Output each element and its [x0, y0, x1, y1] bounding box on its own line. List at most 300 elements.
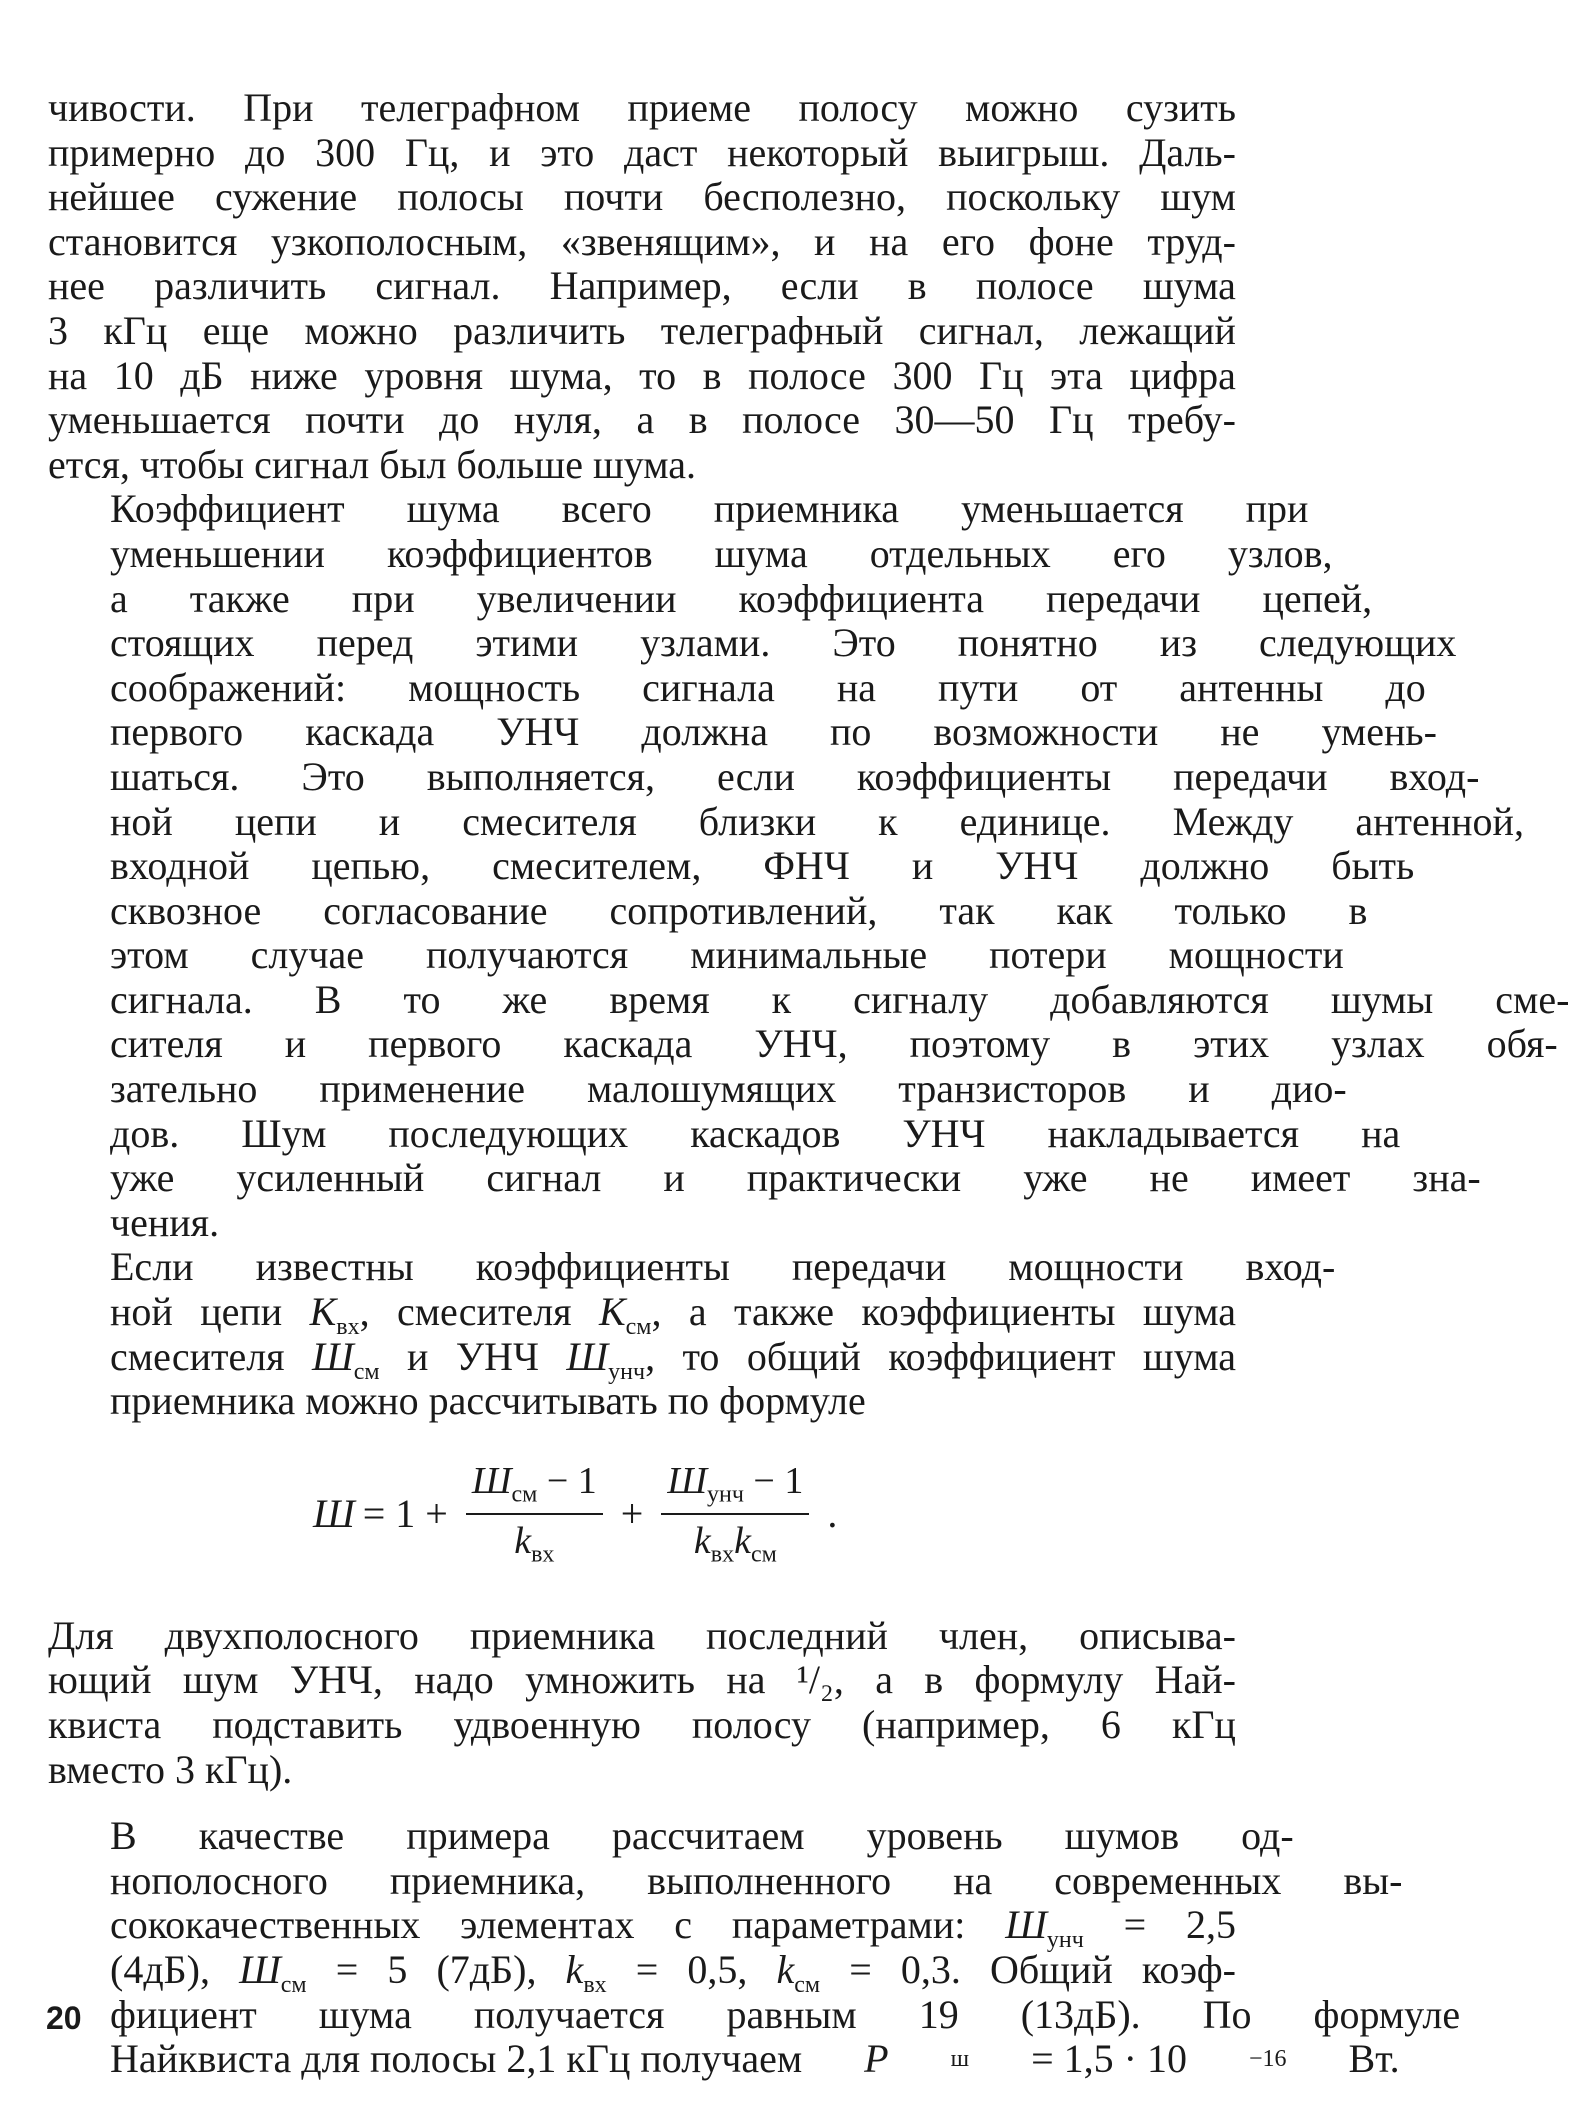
word: телеграфный	[660, 307, 884, 353]
word: так	[939, 887, 995, 933]
word: последующих	[388, 1110, 629, 1156]
word: каскада	[563, 1021, 693, 1067]
text-line	[48, 1902, 1236, 1954]
word: Коэффициент	[110, 486, 345, 532]
word: УНЧ,	[754, 1021, 848, 1067]
word: время	[609, 976, 710, 1022]
word: смесителем,	[492, 843, 702, 889]
word: 3	[48, 307, 68, 353]
text-line	[48, 1021, 1558, 1067]
word: полосе	[742, 397, 860, 443]
text-fragment: , а в формулу Най-	[833, 1657, 1236, 1703]
word: до	[439, 397, 480, 443]
word: Гц	[1049, 397, 1094, 443]
word: коэффициенты	[475, 1244, 730, 1290]
text-line	[48, 620, 1457, 666]
word: и	[284, 1021, 307, 1067]
word: от	[1080, 664, 1118, 710]
word: цепей,	[1262, 575, 1373, 621]
word: Шум	[241, 1110, 327, 1156]
word: при	[351, 575, 415, 621]
word: практически	[746, 1155, 962, 1201]
word: должно	[1140, 843, 1270, 889]
word: приемника	[469, 1612, 656, 1658]
text-line	[48, 1155, 1481, 1201]
word: его	[1112, 530, 1166, 576]
word: применение	[319, 1066, 525, 1112]
word: шума	[406, 486, 500, 532]
text-line	[48, 1289, 1236, 1341]
word: должна	[641, 709, 769, 755]
word: если	[717, 753, 795, 799]
word: еще	[202, 307, 270, 353]
word: Например,	[549, 263, 732, 309]
word: Даль-	[1139, 129, 1236, 175]
word: и	[911, 843, 934, 889]
word: 6	[1100, 1702, 1121, 1747]
word: Гц,	[404, 129, 460, 175]
page-body	[48, 85, 1569, 2082]
text-line	[48, 1991, 1461, 2038]
word: в	[1112, 1021, 1132, 1067]
math-subscript: унч	[1046, 1927, 1084, 1954]
formula-period: .	[827, 1491, 838, 1537]
text-fragment: и УНЧ	[379, 1333, 567, 1379]
word: близки	[698, 798, 817, 844]
math-symbol: k	[734, 1519, 751, 1562]
word: примера	[406, 1813, 550, 1859]
word: как	[1056, 887, 1113, 933]
word: антенной,	[1355, 798, 1524, 844]
word: полосе	[748, 352, 866, 398]
math-subscript: унч	[608, 1358, 646, 1385]
word: можно	[304, 307, 418, 353]
word: мощность	[408, 664, 581, 710]
word: не	[1220, 709, 1260, 755]
math-symbol: k	[565, 1946, 584, 1992]
word: рассчитаем	[611, 1813, 805, 1859]
word: уменьшении	[110, 530, 325, 576]
word: од-	[1241, 1813, 1294, 1859]
word: полосу	[691, 1702, 811, 1747]
text-fragment: ющий шум УНЧ, надо умножить на	[48, 1657, 797, 1703]
word: всего	[561, 486, 652, 532]
word: даст	[624, 129, 698, 175]
text-line	[48, 976, 1569, 1023]
word: труд-	[1147, 218, 1236, 264]
word: полосы	[397, 174, 524, 220]
text-line	[48, 932, 1344, 978]
text-line	[48, 1857, 1403, 1904]
word: сме-	[1495, 976, 1569, 1022]
word: и	[489, 129, 511, 175]
word: уровень	[866, 1813, 1003, 1859]
word: По	[1202, 1991, 1252, 2037]
word: УНЧ	[496, 709, 580, 755]
word: телеграфном	[360, 85, 580, 130]
word: шумы	[1330, 976, 1434, 1022]
math-symbol: Ш	[667, 1460, 707, 1503]
word: мощности	[1008, 1244, 1184, 1290]
word: выполняется,	[426, 753, 656, 799]
word: различить	[453, 307, 626, 353]
paragraph-3	[48, 1244, 1336, 1424]
text-fragment: Найквиста для полосы 2,1 кГц получаем	[110, 2036, 803, 2082]
word: Если	[110, 1244, 194, 1290]
text-line	[48, 709, 1437, 755]
word: бесполезно,	[703, 174, 906, 220]
word: быть	[1331, 843, 1415, 889]
text-fragment: = 1,5 · 10	[1031, 2036, 1187, 2082]
word: и	[663, 1155, 685, 1201]
text-line	[48, 2036, 1400, 2082]
word: шумов	[1064, 1813, 1180, 1859]
word: стоящих	[110, 620, 255, 666]
word: почти	[305, 397, 405, 443]
word: на	[1361, 1110, 1401, 1156]
word: (13дБ).	[1020, 1991, 1141, 2037]
text-line	[48, 398, 1236, 443]
word: формуле	[1313, 1991, 1461, 2037]
word: член,	[938, 1612, 1029, 1658]
word: 300	[315, 129, 376, 175]
math-text: − 1	[537, 1460, 597, 1503]
text-line	[48, 887, 1368, 934]
word: дио-	[1271, 1066, 1347, 1112]
word: становится	[48, 218, 238, 264]
word: цепи	[234, 798, 317, 844]
word: квиста	[48, 1702, 162, 1747]
word: выигрыш.	[938, 129, 1110, 175]
word: удвоенную	[453, 1702, 641, 1747]
word: В	[110, 1813, 137, 1859]
text-line	[48, 1658, 1236, 1703]
text-fragment: ной цепи	[110, 1289, 310, 1335]
math-superscript: −16	[1248, 2046, 1287, 2073]
word: Это	[301, 753, 365, 799]
math-text: − 1	[743, 1460, 804, 1503]
word: уменьшается	[48, 397, 271, 443]
word: чивости.	[48, 85, 196, 130]
text-line	[48, 843, 1415, 889]
word: 19	[918, 1991, 959, 2037]
word: коэффициенты	[856, 753, 1112, 799]
word: то	[639, 352, 677, 398]
text-line	[48, 753, 1480, 800]
word: только	[1174, 887, 1287, 933]
word: в	[1348, 887, 1368, 933]
word: это	[540, 129, 595, 175]
word: описыва-	[1079, 1612, 1236, 1658]
word: зна-	[1412, 1155, 1481, 1201]
word: если	[780, 263, 859, 309]
word: вход-	[1245, 1244, 1336, 1290]
text-line	[48, 1110, 1401, 1157]
word: Для	[48, 1612, 114, 1658]
text-fragment: , то общий коэффициент шума	[645, 1333, 1236, 1379]
word: то	[403, 976, 441, 1022]
word: узлами.	[640, 620, 771, 666]
math-subscript: вх	[531, 1541, 555, 1568]
word: а	[636, 397, 655, 443]
word: получаются	[426, 932, 629, 978]
word: вход-	[1389, 753, 1480, 799]
word: шаться.	[110, 753, 240, 799]
text-line	[48, 264, 1236, 309]
math-symbol: Ш	[239, 1946, 281, 1992]
math-symbol: K	[309, 1289, 337, 1335]
word: и	[1188, 1066, 1210, 1112]
fraction-numerator	[466, 1459, 603, 1513]
word: лежащий	[1079, 307, 1236, 353]
word: УНЧ	[902, 1110, 986, 1156]
formula-lhs: Ш	[313, 1491, 355, 1537]
word: полосу	[798, 85, 918, 130]
word: шума,	[509, 352, 613, 398]
text-fragment: сококачественных элементах с параметрами:	[110, 1902, 1006, 1948]
word: сигнал	[486, 1155, 602, 1201]
text-line	[48, 131, 1236, 176]
word: последний	[706, 1612, 888, 1658]
word: перед	[316, 620, 414, 666]
math-subscript: см	[511, 1481, 538, 1508]
word: добавляются	[1050, 976, 1269, 1022]
word: не	[1149, 1155, 1189, 1201]
math-symbol: Ш	[566, 1333, 609, 1379]
word: нейшее	[48, 174, 175, 220]
word: передачи	[791, 1244, 947, 1290]
word: цифра	[1129, 352, 1236, 398]
word: малошумящих	[586, 1066, 837, 1112]
math-symbol: Ш	[1005, 1902, 1047, 1948]
text-fragment: Вт.	[1348, 2036, 1400, 2082]
word: различить	[154, 263, 327, 309]
word: вы-	[1343, 1857, 1403, 1903]
word: в	[702, 352, 722, 398]
word: сквозное	[110, 887, 262, 933]
word: сопротивлений,	[609, 887, 878, 933]
text-fragment: , смесителя	[359, 1289, 599, 1335]
text-line	[48, 1703, 1236, 1748]
text-line	[48, 1333, 1236, 1385]
word: примерно	[48, 129, 216, 175]
word: шума	[318, 1991, 412, 2037]
word: случае	[250, 932, 365, 978]
word: каскада	[305, 709, 435, 755]
word: в	[688, 397, 708, 443]
word: поскольку	[946, 174, 1121, 220]
text-line	[48, 1946, 1236, 1998]
word: приемника	[713, 486, 899, 532]
word: приемника,	[389, 1857, 586, 1903]
word: также	[189, 575, 290, 621]
word: нополосного	[110, 1857, 328, 1903]
text-line	[48, 1244, 1336, 1290]
math-subscript: ш	[950, 2046, 970, 2073]
word: 30—50	[894, 397, 1015, 443]
word: первого	[368, 1021, 502, 1067]
word: сигнала	[642, 664, 775, 710]
word: этими	[475, 620, 579, 666]
paragraph-5	[48, 1813, 1461, 2082]
word: соображений:	[110, 664, 347, 710]
word: на	[836, 664, 877, 710]
word: а	[110, 575, 128, 621]
text-fragment: = 2,5	[1083, 1902, 1236, 1948]
word: В	[314, 976, 342, 1022]
text-line	[48, 664, 1426, 711]
word: по	[830, 709, 872, 755]
word: единице.	[959, 798, 1111, 844]
word: фициент	[110, 1991, 257, 2037]
word: имеет	[1250, 1155, 1351, 1201]
word: каскадов	[690, 1110, 841, 1156]
text-line	[48, 220, 1236, 265]
math-symbol: k	[693, 1519, 711, 1562]
word: сигнал,	[918, 307, 1044, 353]
math-subscript: см	[280, 1971, 307, 1998]
word: зательно	[110, 1066, 258, 1112]
text-fragment: = 0,5,	[606, 1946, 777, 1992]
text-line	[48, 486, 1309, 532]
word: же	[502, 976, 548, 1022]
text-line	[48, 575, 1373, 622]
word: приеме	[627, 85, 752, 130]
word: сузить	[1125, 85, 1236, 130]
word: цепью,	[311, 843, 431, 889]
word: в	[907, 263, 927, 309]
math-symbol: K	[598, 1289, 626, 1335]
math-symbol: Ш	[471, 1460, 512, 1503]
word: коэффициентов	[386, 530, 653, 576]
word: из	[1159, 620, 1198, 666]
word: шум	[1160, 174, 1236, 220]
word: уровня	[364, 352, 484, 398]
math-symbol: Ш	[312, 1333, 354, 1379]
word: дБ	[180, 352, 224, 398]
word: к	[878, 798, 898, 844]
word: нуля,	[513, 397, 602, 443]
math-subscript: см	[794, 1971, 821, 1998]
math-symbol: k	[514, 1519, 532, 1562]
word: эта	[1050, 352, 1103, 398]
word: шума	[1142, 263, 1236, 309]
text-line: чения.	[110, 1199, 220, 1245]
word: подставить	[212, 1702, 403, 1747]
fraction-denominator	[508, 1515, 560, 1569]
word: некоторый	[727, 129, 909, 175]
word: отдельных	[869, 530, 1051, 576]
word: минимальные	[690, 932, 928, 978]
word: поэтому	[909, 1021, 1051, 1067]
word: узлах	[1331, 1021, 1425, 1067]
word: при	[1245, 486, 1309, 532]
word: до	[245, 129, 286, 175]
text-line: вместо 3 кГц).	[48, 1746, 293, 1792]
text-fragment: , а также коэффициенты шума	[651, 1289, 1236, 1335]
fraction-lf-amp	[661, 1459, 809, 1568]
word: Гц	[978, 352, 1024, 398]
word: 10	[113, 352, 154, 398]
text-line: ется, чтобы сигнал был больше шума.	[48, 441, 697, 487]
text-fragment: смесителя	[110, 1333, 312, 1379]
text-line	[48, 309, 1236, 354]
word: «звенящим»,	[560, 218, 781, 264]
word: ной	[110, 798, 173, 844]
word: сужение	[215, 174, 358, 220]
word: мощности	[1168, 932, 1344, 978]
text-line: приемника можно рассчитывать по формуле	[110, 1378, 866, 1424]
word: двухполосного	[164, 1612, 419, 1658]
text-line	[48, 1066, 1347, 1112]
math-subscript: вх	[336, 1314, 360, 1341]
text-fragment: = 5 (7дБ),	[306, 1946, 566, 1992]
word: накладывается	[1047, 1110, 1300, 1156]
word: на	[869, 218, 909, 264]
fraction-mixer	[466, 1459, 603, 1568]
word: входной	[110, 843, 250, 889]
word: 300	[892, 352, 953, 398]
word: сигналу	[853, 976, 989, 1022]
word: до	[1385, 664, 1426, 710]
word: шума	[714, 530, 808, 576]
word: (например,	[862, 1702, 1050, 1747]
word: Это	[832, 620, 896, 666]
fraction-denominator	[688, 1515, 783, 1569]
math-subscript: см	[625, 1314, 652, 1341]
word: и	[378, 798, 401, 844]
text-line	[48, 354, 1236, 399]
word: первого	[110, 709, 244, 755]
word: увеличении	[476, 575, 677, 621]
word: передачи	[1173, 753, 1328, 799]
word: сигнал.	[375, 263, 501, 309]
math-subscript: см	[750, 1541, 777, 1568]
word: к	[771, 976, 792, 1022]
word: ФНЧ	[763, 843, 850, 889]
word: нее	[48, 263, 105, 309]
formula-equals: = 1 +	[362, 1491, 448, 1537]
word: уменьшается	[961, 486, 1184, 532]
math-symbol: P	[864, 2036, 889, 2082]
word: этих	[1193, 1021, 1270, 1067]
word: выполненного	[647, 1857, 892, 1903]
paragraph-4	[48, 1614, 1236, 1792]
word: коэффициента	[738, 575, 985, 621]
text-line	[48, 530, 1333, 577]
word: фоне	[1028, 218, 1114, 264]
word: кГц	[103, 307, 168, 353]
paragraph-2	[48, 486, 1569, 1245]
word: пути	[938, 664, 1019, 710]
formula-plus: +	[620, 1491, 644, 1537]
word: сигнала.	[110, 976, 253, 1022]
word: потери	[989, 932, 1107, 978]
word: усиленный	[236, 1155, 425, 1201]
word: известны	[255, 1244, 414, 1290]
word: умень-	[1321, 709, 1437, 755]
noise-figure-formula	[48, 1424, 1236, 1614]
math-subscript: см	[353, 1358, 380, 1385]
word: требу-	[1128, 397, 1236, 443]
word: кГц	[1171, 1702, 1236, 1747]
word: почти	[563, 174, 664, 220]
word: современных	[1054, 1857, 1282, 1903]
word: качестве	[198, 1813, 345, 1859]
text-line	[48, 798, 1524, 845]
math-symbol: k	[776, 1946, 795, 1992]
word: При	[243, 85, 314, 130]
